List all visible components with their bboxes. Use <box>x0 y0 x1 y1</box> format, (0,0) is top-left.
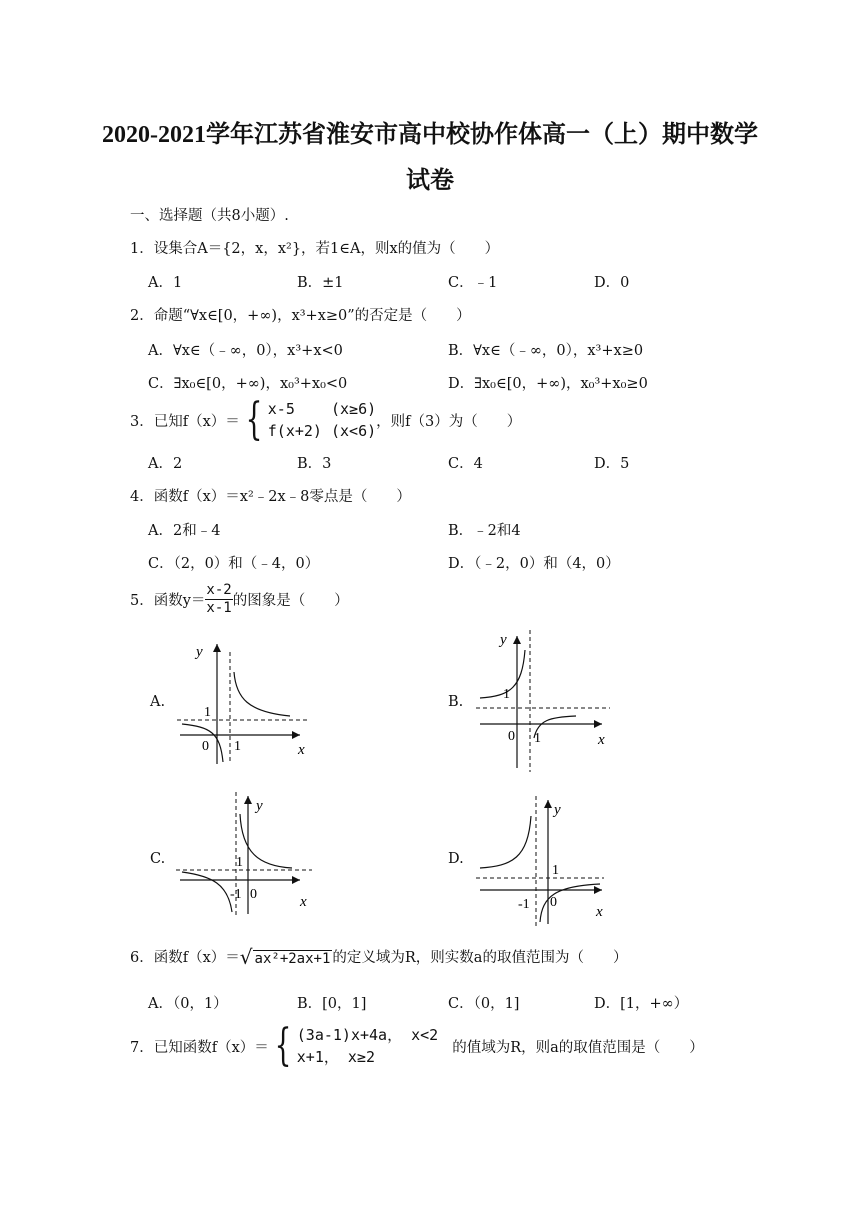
q5-option-d-label: D. <box>448 851 464 867</box>
sqrt-symbol: √ <box>239 945 253 969</box>
q5-option-b-label: B. <box>448 694 464 710</box>
q2-option-c: C．∃x₀∈[0，+∞)，x₀³+x₀<0 <box>148 376 348 392</box>
graph-b-one-label: 1 <box>503 687 510 702</box>
q5-denominator: x-1 <box>206 600 232 616</box>
question-7-stem <box>130 1020 704 1071</box>
question-2-stem: 2．命题“∀x∈[0，+∞)，x³+x≥0”的否定是（ ） <box>130 308 471 324</box>
q7-suffix: 的值域为R，则a的取值范围是（ ） <box>452 1039 704 1056</box>
graph-b-x-label: x <box>598 732 605 748</box>
graph-a-x-label: x <box>298 742 305 758</box>
q1-option-c: C．﹣1 <box>448 275 498 291</box>
question-1-stem: 1．设集合A＝{2，x，x²}，若1∈A，则x的值为（ ） <box>130 241 500 257</box>
q3-option-c: C．4 <box>448 456 483 472</box>
q5-option-a-label: A. <box>150 694 166 710</box>
q3-prefix: 3．已知f（x）＝ <box>130 413 240 430</box>
q5-fraction <box>205 582 232 617</box>
q5-graph-a <box>172 632 322 770</box>
q1-option-d: D．0 <box>594 275 630 291</box>
graph-a-one-label: 1 <box>204 705 211 720</box>
graph-a-x-one-label: 1 <box>234 739 241 754</box>
page-title-line2: 试卷 <box>406 168 454 194</box>
q7-case-2: x+1， x≥2 <box>296 1048 375 1066</box>
graph-d-x-label: x <box>596 904 603 920</box>
q6-prefix: 6．函数f（x）＝ <box>130 950 240 966</box>
q4-option-a: A．2和﹣4 <box>148 523 221 539</box>
graph-c-y-label: y <box>256 798 263 814</box>
q1-option-b: B．±1 <box>297 275 344 291</box>
q6-option-a: A．（0，1） <box>148 996 228 1012</box>
q5-option-c-label: C. <box>150 851 166 867</box>
q2-option-b: B．∀x∈（﹣∞，0），x³+x≥0 <box>448 343 644 359</box>
section-header: 一、选择题（共8小题）. <box>130 208 289 224</box>
graph-a-zero-label: 0 <box>202 739 209 754</box>
question-4-stem: 4．函数f（x）＝x²﹣2x﹣8零点是（ ） <box>130 489 411 505</box>
q7-prefix: 7．已知函数f（x）＝ <box>130 1039 269 1056</box>
q5-numerator: x-2 <box>206 582 232 598</box>
q6-radicand: ax²+2ax+1 <box>254 951 331 967</box>
question-5-stem <box>130 582 349 617</box>
q3-suffix: ，则f（3）为（ ） <box>376 413 522 430</box>
graph-b-zero-label: 0 <box>508 729 515 744</box>
q4-option-d: D．（﹣2，0）和（4，0） <box>448 556 620 572</box>
graph-c-zero-label: 0 <box>250 887 257 902</box>
graph-d-neg-one-label: -1 <box>518 897 530 912</box>
graph-d-one-label: 1 <box>552 863 559 878</box>
q6-option-d: D．[1，+∞） <box>594 996 689 1012</box>
question-3-stem <box>130 394 522 445</box>
q4-option-c: C．（2，0）和（﹣4，0） <box>148 556 320 572</box>
graph-c-neg-one-label: -1 <box>230 887 242 902</box>
q5-suffix: 的图象是（ ） <box>232 593 349 609</box>
graph-c-one-label: 1 <box>236 855 243 870</box>
q4-option-b: B．﹣2和4 <box>448 523 521 539</box>
q7-case-1: (3a-1)x+4a， x<2 <box>296 1026 439 1044</box>
q6-option-c: C．（0，1] <box>448 996 520 1012</box>
graph-a-y-label: y <box>196 644 203 660</box>
q3-case-1: x-5 (x≥6) <box>267 400 377 418</box>
q3-option-b: B．3 <box>297 456 332 472</box>
q5-graph-d <box>472 792 622 928</box>
q3-case-2: f(x+2) (x<6) <box>267 422 377 440</box>
q1-option-a: A．1 <box>148 275 183 291</box>
q3-brace: { <box>245 394 263 445</box>
graph-d-zero-label: 0 <box>550 895 557 910</box>
q7-brace: { <box>274 1020 292 1071</box>
q2-option-a: A．∀x∈（﹣∞，0），x³+x<0 <box>148 343 343 359</box>
q6-option-b: B．[0，1] <box>297 996 367 1012</box>
q3-piecewise <box>268 398 376 442</box>
graph-d-y-label: y <box>554 802 561 818</box>
page-title: 2020-2021学年江苏省淮安市高中校协作体高一（上）期中数学 <box>102 122 758 148</box>
question-6-stem <box>130 946 627 967</box>
q5-graph-b <box>470 628 620 774</box>
q3-option-d: D．5 <box>594 456 630 472</box>
graph-c-x-label: x <box>300 894 307 910</box>
q3-option-a: A．2 <box>148 456 183 472</box>
q5-prefix: 5．函数y＝ <box>130 593 206 609</box>
graph-b-y-label: y <box>500 632 507 648</box>
q7-piecewise <box>297 1024 438 1068</box>
q6-suffix: 的定义域为R，则实数a的取值范围为（ ） <box>332 950 628 966</box>
q5-graph-c <box>172 788 322 918</box>
q2-option-d: D．∃x₀∈[0，+∞)，x₀³+x₀≥0 <box>448 376 648 392</box>
graph-b-x-one-label: 1 <box>534 731 541 746</box>
